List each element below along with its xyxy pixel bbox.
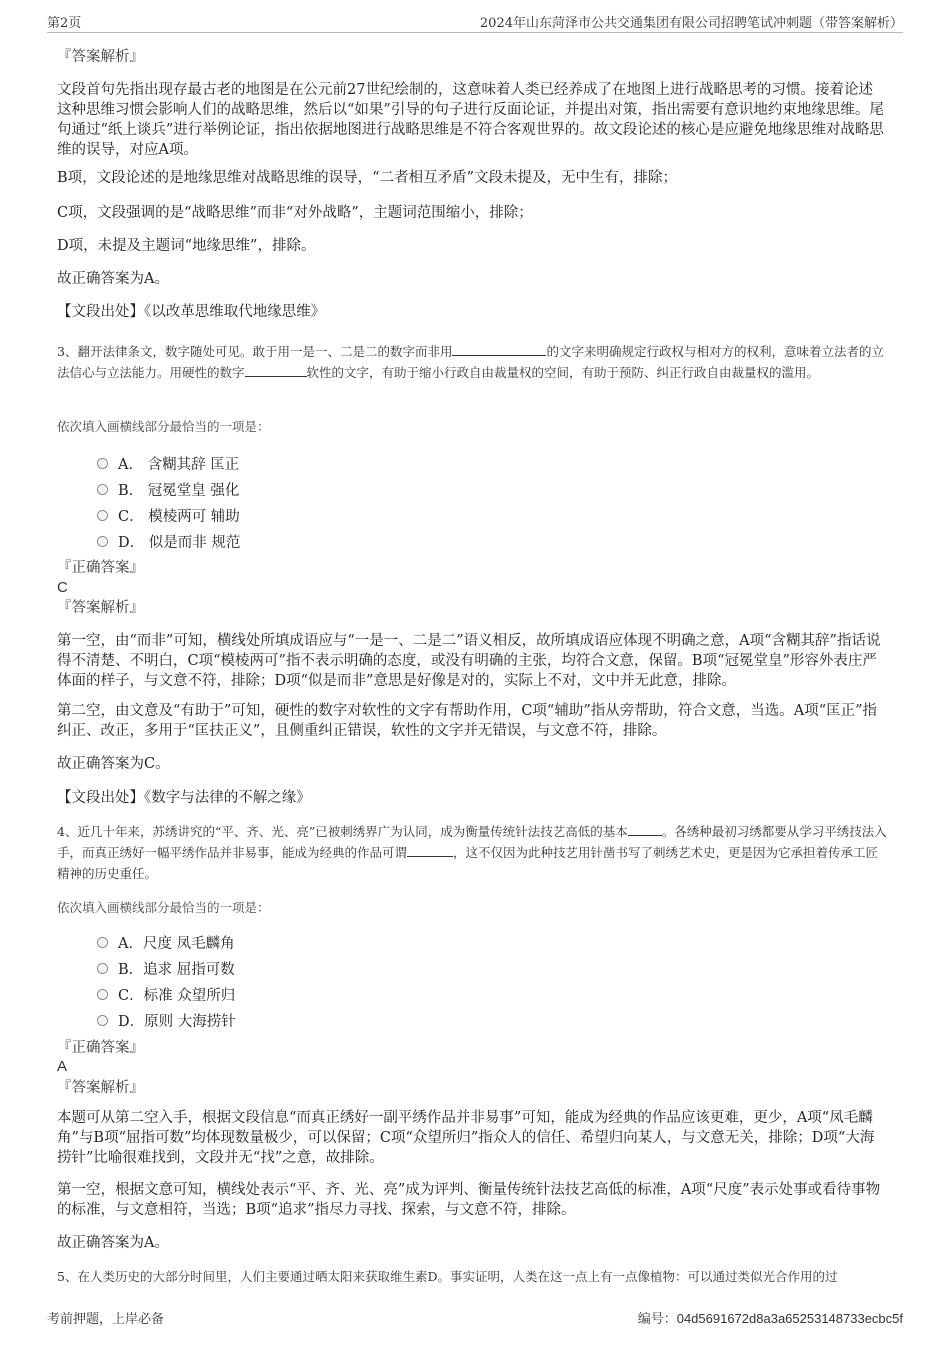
option-b[interactable]: B．追求 屈指可数	[97, 958, 235, 979]
document-code: 编号：04d5691672d8a3a65253148733ecbc5f	[637, 1311, 903, 1327]
option-c[interactable]: C． 模棱两可 辅助	[97, 505, 240, 526]
correct-answer: A	[57, 1058, 68, 1075]
fill-blank	[245, 364, 307, 377]
analysis-label: 『答案解析』	[57, 49, 144, 65]
option-a[interactable]: A． 含糊其辞 匡正	[97, 453, 239, 474]
question-prompt: 依次填入画横线部分最恰当的一项是：	[57, 419, 270, 434]
correct-answer-label: 『正确答案』	[57, 1040, 144, 1056]
fill-blank	[452, 343, 546, 356]
analysis-paragraph: 第一空，根据文意可知，横线处表示“平、齐、光、亮”成为评判、衡量传统针法技艺高低的标准，A项“尺度”表示处事或看待事物的标准，与文意相符，当选；B项“追求”指尽力寻找、探索，与文意不符，排除。	[57, 1182, 881, 1218]
option-d[interactable]: D．原则 大海捞针	[97, 1010, 236, 1031]
analysis-paragraph: D项，未提及主题词“地缘思维”，排除。	[57, 238, 316, 254]
analysis-paragraph: C项，文段强调的是“战略思维”而非“对外战略”，主题词范围缩小，排除；	[57, 205, 533, 221]
fill-blank	[628, 823, 662, 836]
source-citation: 【文段出处】《以改革思维取代地缘思维》	[57, 304, 326, 320]
question-4-text: 4、近几十年来，苏绣讲究的“平、齐、光、亮”已被刺绣界广为认同，成为衡量传统针法技艺高低的基本 。各绣种最初习绣都要从学习平绣技法入手，而真正绣好一幅平绣作品并非易事，能成为经典的作品可谓 ，这不仅因为此种技艺用针凿书写了刺绣艺术史，更是因为它承担着传承工匠精神的历史重任。	[57, 824, 887, 881]
question-prompt: 依次填入画横线部分最恰当的一项是：	[57, 900, 270, 915]
analysis-block-q2	[57, 46, 887, 68]
analysis-label: 『答案解析』	[57, 1080, 144, 1096]
option-a[interactable]: A．尺度 凤毛麟角	[97, 932, 235, 953]
correct-answer: C	[57, 579, 68, 596]
answer-statement: 故正确答案为C。	[57, 756, 170, 772]
footer-slogan: 考前押题，上岸必备	[47, 1312, 165, 1327]
radio-button-icon[interactable]	[97, 458, 108, 469]
question-5-text: 5、在人类历史的大部分时间里，人们主要通过晒太阳来获取维生素D。事实证明，人类在这一点上有一点像植物：可以通过类似光合作用的过	[57, 1269, 838, 1284]
option-d[interactable]: D． 似是而非 规范	[97, 531, 240, 552]
analysis-label: 『答案解析』	[57, 600, 144, 616]
analysis-paragraph: 本题可从第二空入手，根据文段信息“而真正绣好一副平绣作品并非易事”可知，能成为经典的作品应该更难，更少，A项“凤毛麟角”与B项“屈指可数”均体现数量极少，可以保留；C项“众望所归”指众人的信任、希望归向某人，与文意无关，排除；D项“大海捞针”比喻很难找到，文段并无“找”之意，故排除。	[57, 1110, 875, 1166]
radio-button-icon[interactable]	[97, 510, 108, 521]
analysis-paragraph: 第二空，由文意及“有助于”可知，硬性的数字对软性的文字有帮助作用，C项“辅助”指从旁帮助，符合文意，当选。A项“匡正”指纠正、改正，多用于“匡扶正义”，且侧重纠正错误，软性的文字并无错误，与文意不符，排除。	[57, 703, 878, 739]
analysis-paragraph: B项，文段论述的是地缘思维对战略思维的误导，“二者相互矛盾”文段未提及，无中生有，排除；	[57, 170, 677, 186]
radio-button-icon[interactable]	[97, 963, 108, 974]
answer-statement: 故正确答案为A。	[57, 271, 169, 287]
analysis-paragraph: 文段首句先指出现存最古老的地图是在公元前27世纪绘制的，这意味着人类已经养成了在地图上进行战略思考的习惯。接着论述这种思维习惯会影响人们的战略思维，然后以“如果”引导的句子进行反面论证，并提出对策，指出需要有意识地约束地缘思维。尾句通过“纸上谈兵”进行举例论证，指出依据地图进行战略思维是不符合客观世界的。故文段论述的核心是应避免地缘思维对战略思维的误导，对应A项。	[57, 82, 884, 158]
page-number: 第2页	[47, 16, 82, 31]
correct-answer-label: 『正确答案』	[57, 560, 144, 576]
radio-button-icon[interactable]	[97, 536, 108, 547]
page-header	[47, 10, 903, 33]
radio-button-icon[interactable]	[97, 989, 108, 1000]
question-3-text: 3、翻开法律条文，数字随处可见。敢于用一是一、二是二的数字而非用 的文字来明确规定行政权与相对方的权利，意味着立法者的立法信心与立法能力。用硬性的数字 软性的文字，有助于缩小行政自由裁量权的空间，有助于预防、纠正行政自由裁量权的滥用。	[57, 344, 884, 380]
option-b[interactable]: B． 冠冕堂皇 强化	[97, 479, 239, 500]
radio-button-icon[interactable]	[97, 937, 108, 948]
source-citation: 【文段出处】《数字与法律的不解之缘》	[57, 790, 311, 806]
fill-blank	[407, 844, 453, 857]
analysis-paragraph: 第一空，由“而非”可知，横线处所填成语应与“一是一、二是二”语义相反，故所填成语应体现不明确之意，A项“含糊其辞”指话说得不清楚、不明白，C项“模棱两可”指不表示明确的态度，或没有明确的主张，均符合文意，保留。B项“冠冕堂皇”形容外表庄严体面的样子，与文意不符，排除；D项“似是而非”意思是好像是对的，实际上不对，文中并无此意，排除。	[57, 633, 881, 689]
radio-button-icon[interactable]	[97, 484, 108, 495]
option-c[interactable]: C．标准 众望所归	[97, 984, 235, 1005]
document-title: 2024年山东菏泽市公共交通集团有限公司招聘笔试冲刺题（带答案解析）	[479, 16, 903, 31]
answer-statement: 故正确答案为A。	[57, 1235, 169, 1251]
radio-button-icon[interactable]	[97, 1015, 108, 1026]
